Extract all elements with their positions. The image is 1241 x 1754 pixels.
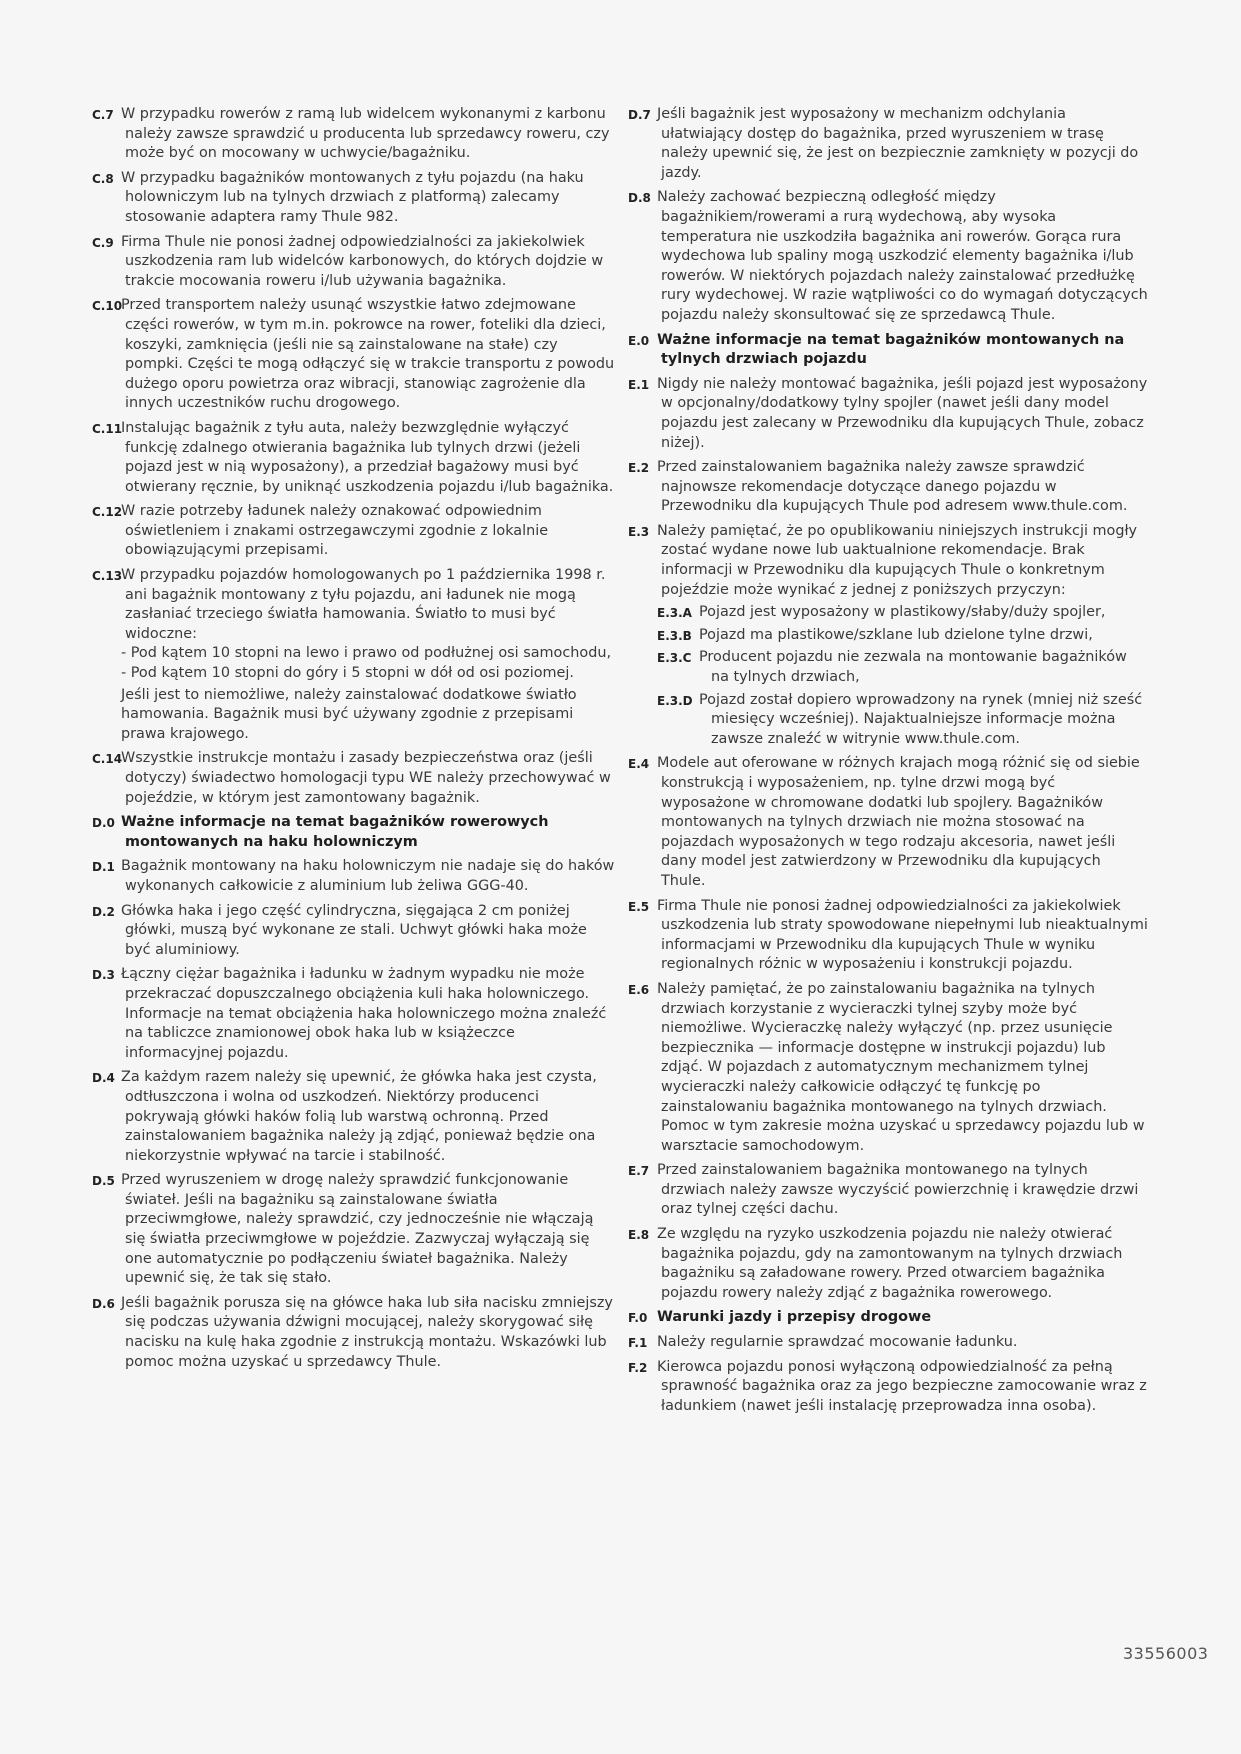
- clause-text: Należy zachować bezpieczną odległość między bagażnikiem/rowerami a rurą wydechową, aby wysoka temperatura nie uszkodziła bagażnika ani rowerów. Gorąca rura wydechowa lub spaliny mogą uszkodzić elementy bagażnika i/lub rowerów. W niektórych pojazdach należy zainstalować przedłużkę rury wydechowej. W razie wątpliwości co do wymagań dotyczących pojazdu należy skonsultować się ze sprzedawcą Thule.: [657, 189, 1148, 323]
- clause-text: Przed wyruszeniem w drogę należy sprawdzić funkcjonowanie świateł. Jeśli na bagażniku są zainstalowane światła przeciwmgłowe, należy sprawdzić, czy jednocześnie nie włączają się światła przeciwmgłowe w pojeździe. Zazwyczaj wyłączają się one automatycznie po podłączeniu świateł bagażnika. Należy upewnić się, że tak się stało.: [121, 1172, 594, 1287]
- clause-item: [628, 1161, 1148, 1220]
- clause-text: Za każdym razem należy się upewnić, że główka haka jest czysta, odtłuszczona i wolna od uszkodzeń. Niektórzy producenci pokrywają główki haków folią lub warstwą ochronną. Przed zainstalowaniem bagażnika należy ją zdjąć, ponieważ będzie ona niekorzystnie wpływać na tarcie i stabilność.: [121, 1069, 597, 1164]
- sub-clause-text: Pojazd ma plastikowe/szklane lub dzielone tylne drzwi,: [699, 626, 1093, 643]
- clause-text: Należy pamiętać, że po zainstalowaniu bagażnika na tylnych drzwiach korzystanie z wycieraczki tylnej szyby może być niemożliwe. Wycieraczkę należy wyłączyć (np. przez usunięcie bezpiecznika — informacje dostępne w instrukcji pojazdu) lub zdjąć. W pojazdach z automatycznym mechanizmem tylnej wycieraczki należy całkowicie odłączyć tę funkcję po zainstalowaniu bagażnika montowanego na tylnych drzwiach. Pomoc w tym zakresie można uzyskać u sprzedawcy pojazdu lub w warsztacie samochodowym.: [657, 980, 1145, 1154]
- clause-item: [92, 902, 617, 961]
- section-heading: [92, 813, 617, 852]
- section-heading-text: Ważne informacje na temat bagażników montowanych na tylnych drzwiach pojazdu: [657, 331, 1125, 368]
- clause-text: Przed zainstalowaniem bagażnika montowanego na tylnych drzwiach należy zawsze wyczyścić powierzchnię i krawędzie drzwi oraz tylnej części dachu.: [657, 1162, 1139, 1218]
- clause-item: [628, 375, 1148, 453]
- clause-text: Bagażnik montowany na haku holowniczym nie nadaje się do haków wykonanych całkowicie z aluminium lub żeliwa GGG-40.: [121, 858, 615, 894]
- clause-number: E.0: [628, 333, 650, 348]
- clause-item: [628, 897, 1148, 975]
- clause-item: [628, 105, 1148, 183]
- clause-number: E.6: [628, 982, 650, 997]
- sub-clause-text: Pojazd został dopiero wprowadzony na rynek (mniej niż sześć miesięcy wcześniej). Najaktualniejsze informacje można zawsze znaleźć w witrynie www.thule.com.: [699, 691, 1143, 747]
- clause-number: D.8: [628, 191, 651, 206]
- clause-text: Firma Thule nie ponosi żadnej odpowiedzialności za jakiekolwiek uszkodzenia lub straty spowodowane niepełnymi lub nieaktualnymi informacjami w Przewodniku dla kupujących Thule w wyniku regionalnych różnic w wyposażeniu i konstrukcji pojazdu.: [657, 897, 1148, 973]
- clause-item: [628, 1358, 1148, 1417]
- clause-item: [92, 1068, 617, 1166]
- clause-number: C.12: [92, 505, 123, 520]
- clause-item: [628, 188, 1148, 325]
- sub-clause-number: E.3.C: [657, 651, 692, 666]
- clause-bullet: - Pod kątem 10 stopni do góry i 5 stopni w dół od osi poziomej.: [121, 665, 574, 682]
- clause-number: C.10: [92, 299, 123, 314]
- clause-number: E.4: [628, 757, 650, 772]
- clause-text: Główka haka i jego część cylindryczna, sięgająca 2 cm poniżej główki, muszą być wykonane ze stali. Uchwyt główki haka może być aluminiowy.: [121, 902, 587, 958]
- clause-item: [92, 233, 617, 292]
- clause-number: D.6: [92, 1296, 115, 1311]
- clause-number: D.1: [92, 860, 115, 875]
- clause-item: [92, 502, 617, 561]
- sub-clause-item: [657, 603, 1148, 623]
- clause-number: E.3: [628, 524, 650, 539]
- right-column: [628, 105, 1148, 1421]
- sub-clause-item: [657, 691, 1148, 750]
- sub-clause-item: [657, 648, 1148, 687]
- clause-number: F.2: [628, 1360, 648, 1375]
- sub-clause-number: E.3.B: [657, 628, 692, 643]
- clause-text: Należy pamiętać, że po opublikowaniu niniejszych instrukcji mogły zostać wydane nowe lub uaktualnione rekomendacje. Brak informacji w Przewodniku dla kupujących Thule o konkretnym pojeździe może wynikać z jednej z poniższych przyczyn:: [657, 522, 1138, 598]
- clause-number: C.13: [92, 569, 123, 584]
- clause-text: Instalując bagażnik z tyłu auta, należy bezwzględnie wyłączyć funkcję zdalnego otwierania bagażnika lub tylnych drzwi (jeżeli pojazd jest w nią wyposażony), a przedział bagażowy musi być otwierany ręcznie, by uniknąć uszkodzenia pojazdu i/lub bagażnika.: [121, 419, 614, 495]
- clause-item: [92, 749, 617, 808]
- clause-item: [92, 1294, 617, 1372]
- clause-text: Przed transportem należy usunąć wszystkie łatwo zdejmowane części rowerów, w tym m.in. pokrowce na rower, foteliki dla dzieci, koszyki, zamknięcia (jeśli nie są zainstalowane na stałe) czy pompki. Części te mogą odłączyć się w trakcie transportu z powodu dużego oporu powietrza oraz wibracji, stanowiąc zagrożenie dla innych uczestników ruchu drogowego.: [121, 297, 615, 412]
- section-heading: [628, 1308, 1148, 1328]
- clause-text: W razie potrzeby ładunek należy oznakować odpowiednim oświetleniem i znakami ostrzegawczymi zgodnie z lokalnie obowiązującymi przepisami.: [121, 503, 549, 559]
- sub-clause-text: Producent pojazdu nie zezwala na montowanie bagażników na tylnych drzwiach,: [699, 649, 1127, 686]
- clause-number: D.0: [92, 816, 115, 831]
- clause-text: Firma Thule nie ponosi żadnej odpowiedzialności za jakiekolwiek uszkodzenia ram lub widelców karbonowych, do których dojdzie w trakcie mocowania roweru i/lub używania bagażnika.: [121, 233, 604, 289]
- clause-item: [92, 566, 617, 744]
- clause-number: C.11: [92, 421, 123, 436]
- clause-text: Ze względu na ryzyko uszkodzenia pojazdu nie należy otwierać bagażnika pojazdu, gdy na zamontowanym na tylnych drzwiach bagażniku są załadowane rowery. Przed otwarciem bagażnika pojazdu rowery należy zdjąć z bagażnika rowerowego.: [657, 1226, 1123, 1301]
- clause-continuation: Jeśli jest to niemożliwe, należy zainstalować dodatkowe światło hamowania. Bagażnik musi być używany zgodnie z przepisami prawa krajowego.: [121, 686, 577, 742]
- clause-text: Kierowca pojazdu ponosi wyłączoną odpowiedzialność za pełną sprawność bagażnika oraz za jego bezpieczne zamocowanie wraz z ładunkiem (nawet jeśli instalację przeprowadza inna osoba).: [657, 1358, 1147, 1414]
- clause-text: Wszystkie instrukcje montażu i zasady bezpieczeństwa oraz (jeśli dotyczy) świadectwo homologacji typu WE należy przechowywać w pojeździe, w którym jest zamontowany bagażnik.: [121, 750, 611, 806]
- sub-clause-item: [657, 626, 1148, 646]
- sub-clause-number: E.3.D: [657, 693, 693, 708]
- clause-number: E.2: [628, 461, 650, 476]
- sub-clause-text: Pojazd jest wyposażony w plastikowy/słaby/duży spojler,: [699, 604, 1106, 621]
- clause-number: E.5: [628, 899, 650, 914]
- section-heading: [628, 331, 1148, 370]
- clause-number: F.0: [628, 1311, 648, 1326]
- clause-text: W przypadku rowerów z ramą lub widelcem wykonanymi z karbonu należy zawsze sprawdzić u producenta lub sprzedawcy roweru, czy może być on mocowany w uchwycie/bagażniku.: [121, 106, 610, 162]
- clause-text: Łączny ciężar bagażnika i ładunku w żadnym wypadku nie może przekraczać dopuszczalnego obciążenia kuli haka holowniczego. Informacje na temat obciążenia haka holowniczego można znaleźć na tabliczce znamionowej obok haka lub w książeczce informacyjnej pojazdu.: [121, 966, 607, 1061]
- clause-item: [92, 857, 617, 896]
- clause-number: E.8: [628, 1228, 650, 1243]
- clause-text: Jeśli bagażnik jest wyposażony w mechanizm odchylania ułatwiający dostęp do bagażnika, przed wyruszeniem w trasę należy upewnić się, że jest on bezpiecznie zamknięty w pozycji do jazdy.: [657, 106, 1139, 181]
- section-heading-text: Warunki jazdy i przepisy drogowe: [657, 1309, 932, 1326]
- clause-number: C.14: [92, 752, 123, 767]
- sub-clause-number: E.3.A: [657, 606, 692, 621]
- clause-text: Jeśli bagażnik porusza się na główce haka lub siła nacisku zmniejszy się podczas używania dźwigni mocującej, należy skorygować siłę nacisku na kulę haka zgodnie z instrukcją montażu. Wskazówki lub pomoc można uzyskać u sprzedawcy Thule.: [121, 1294, 613, 1370]
- clause-text: W przypadku bagażników montowanych z tyłu pojazdu (na haku holowniczym lub na tylnych drzwiach z platformą) zalecamy stosowanie adaptera ramy Thule 982.: [121, 169, 584, 225]
- clause-item: [628, 1333, 1148, 1353]
- clause-number: C.8: [92, 171, 114, 186]
- clause-item: [628, 522, 1148, 750]
- clause-item: [92, 169, 617, 228]
- clause-item: [628, 1225, 1148, 1303]
- clause-number: F.1: [628, 1336, 648, 1351]
- clause-item: [92, 1171, 617, 1289]
- clause-item: [92, 419, 617, 497]
- clause-number: D.7: [628, 108, 651, 122]
- clause-item: [628, 754, 1148, 891]
- clause-bullet: - Pod kątem 10 stopni na lewo i prawo od podłużnej osi samochodu,: [121, 645, 612, 662]
- clause-number: D.2: [92, 904, 115, 919]
- clause-item: [628, 980, 1148, 1156]
- clause-number: D.5: [92, 1174, 115, 1189]
- clause-number: D.3: [92, 968, 115, 983]
- clause-number: D.4: [92, 1071, 115, 1086]
- clause-item: [628, 458, 1148, 517]
- left-column: [92, 105, 617, 1377]
- clause-number: E.7: [628, 1164, 650, 1179]
- clause-item: [92, 965, 617, 1063]
- section-heading-text: Ważne informacje na temat bagażników rowerowych montowanych na haku holowniczym: [121, 814, 549, 850]
- clause-text: Przed zainstalowaniem bagażnika należy zawsze sprawdzić najnowsze rekomendacje dotyczące danego pojazdu w Przewodniku dla kupujących Thule pod adresem www.thule.com.: [657, 459, 1128, 515]
- clause-text: Modele aut oferowane w różnych krajach mogą różnić się od siebie konstrukcją i wyposażeniem, np. tylne drzwi mogą być wyposażone w chromowane dodatki lub spojlery. Bagażników montowanych na tylnych drzwiach nie można stosować na pojazdach wyposażonych w tego rodzaju akcesoria, nawet jeśli dany model jest zatwierdzony w Przewodniku dla kupujących Thule.: [657, 755, 1140, 889]
- clause-item: [92, 296, 617, 414]
- clause-text: Należy regularnie sprawdzać mocowanie ładunku.: [657, 1334, 1018, 1351]
- clause-number: E.1: [628, 377, 650, 392]
- document-code: 33556003: [1123, 1644, 1209, 1663]
- clause-number: C.9: [92, 235, 114, 250]
- clause-text: Nigdy nie należy montować bagażnika, jeśli pojazd jest wyposażony w opcjonalny/dodatkowy tylny spojler (nawet jeśli dany model pojazdu jest zalecany w Przewodniku dla kupujących Thule, zobacz niżej).: [657, 375, 1148, 451]
- clause-item: [92, 105, 617, 164]
- clause-number: C.7: [92, 108, 114, 122]
- clause-text: W przypadku pojazdów homologowanych po 1 października 1998 r. ani bagażnik montowany z tyłu pojazdu, ani ładunek nie mogą zasłaniać trzeciego światła hamowania. Światło to musi być widoczne:: [121, 567, 606, 642]
